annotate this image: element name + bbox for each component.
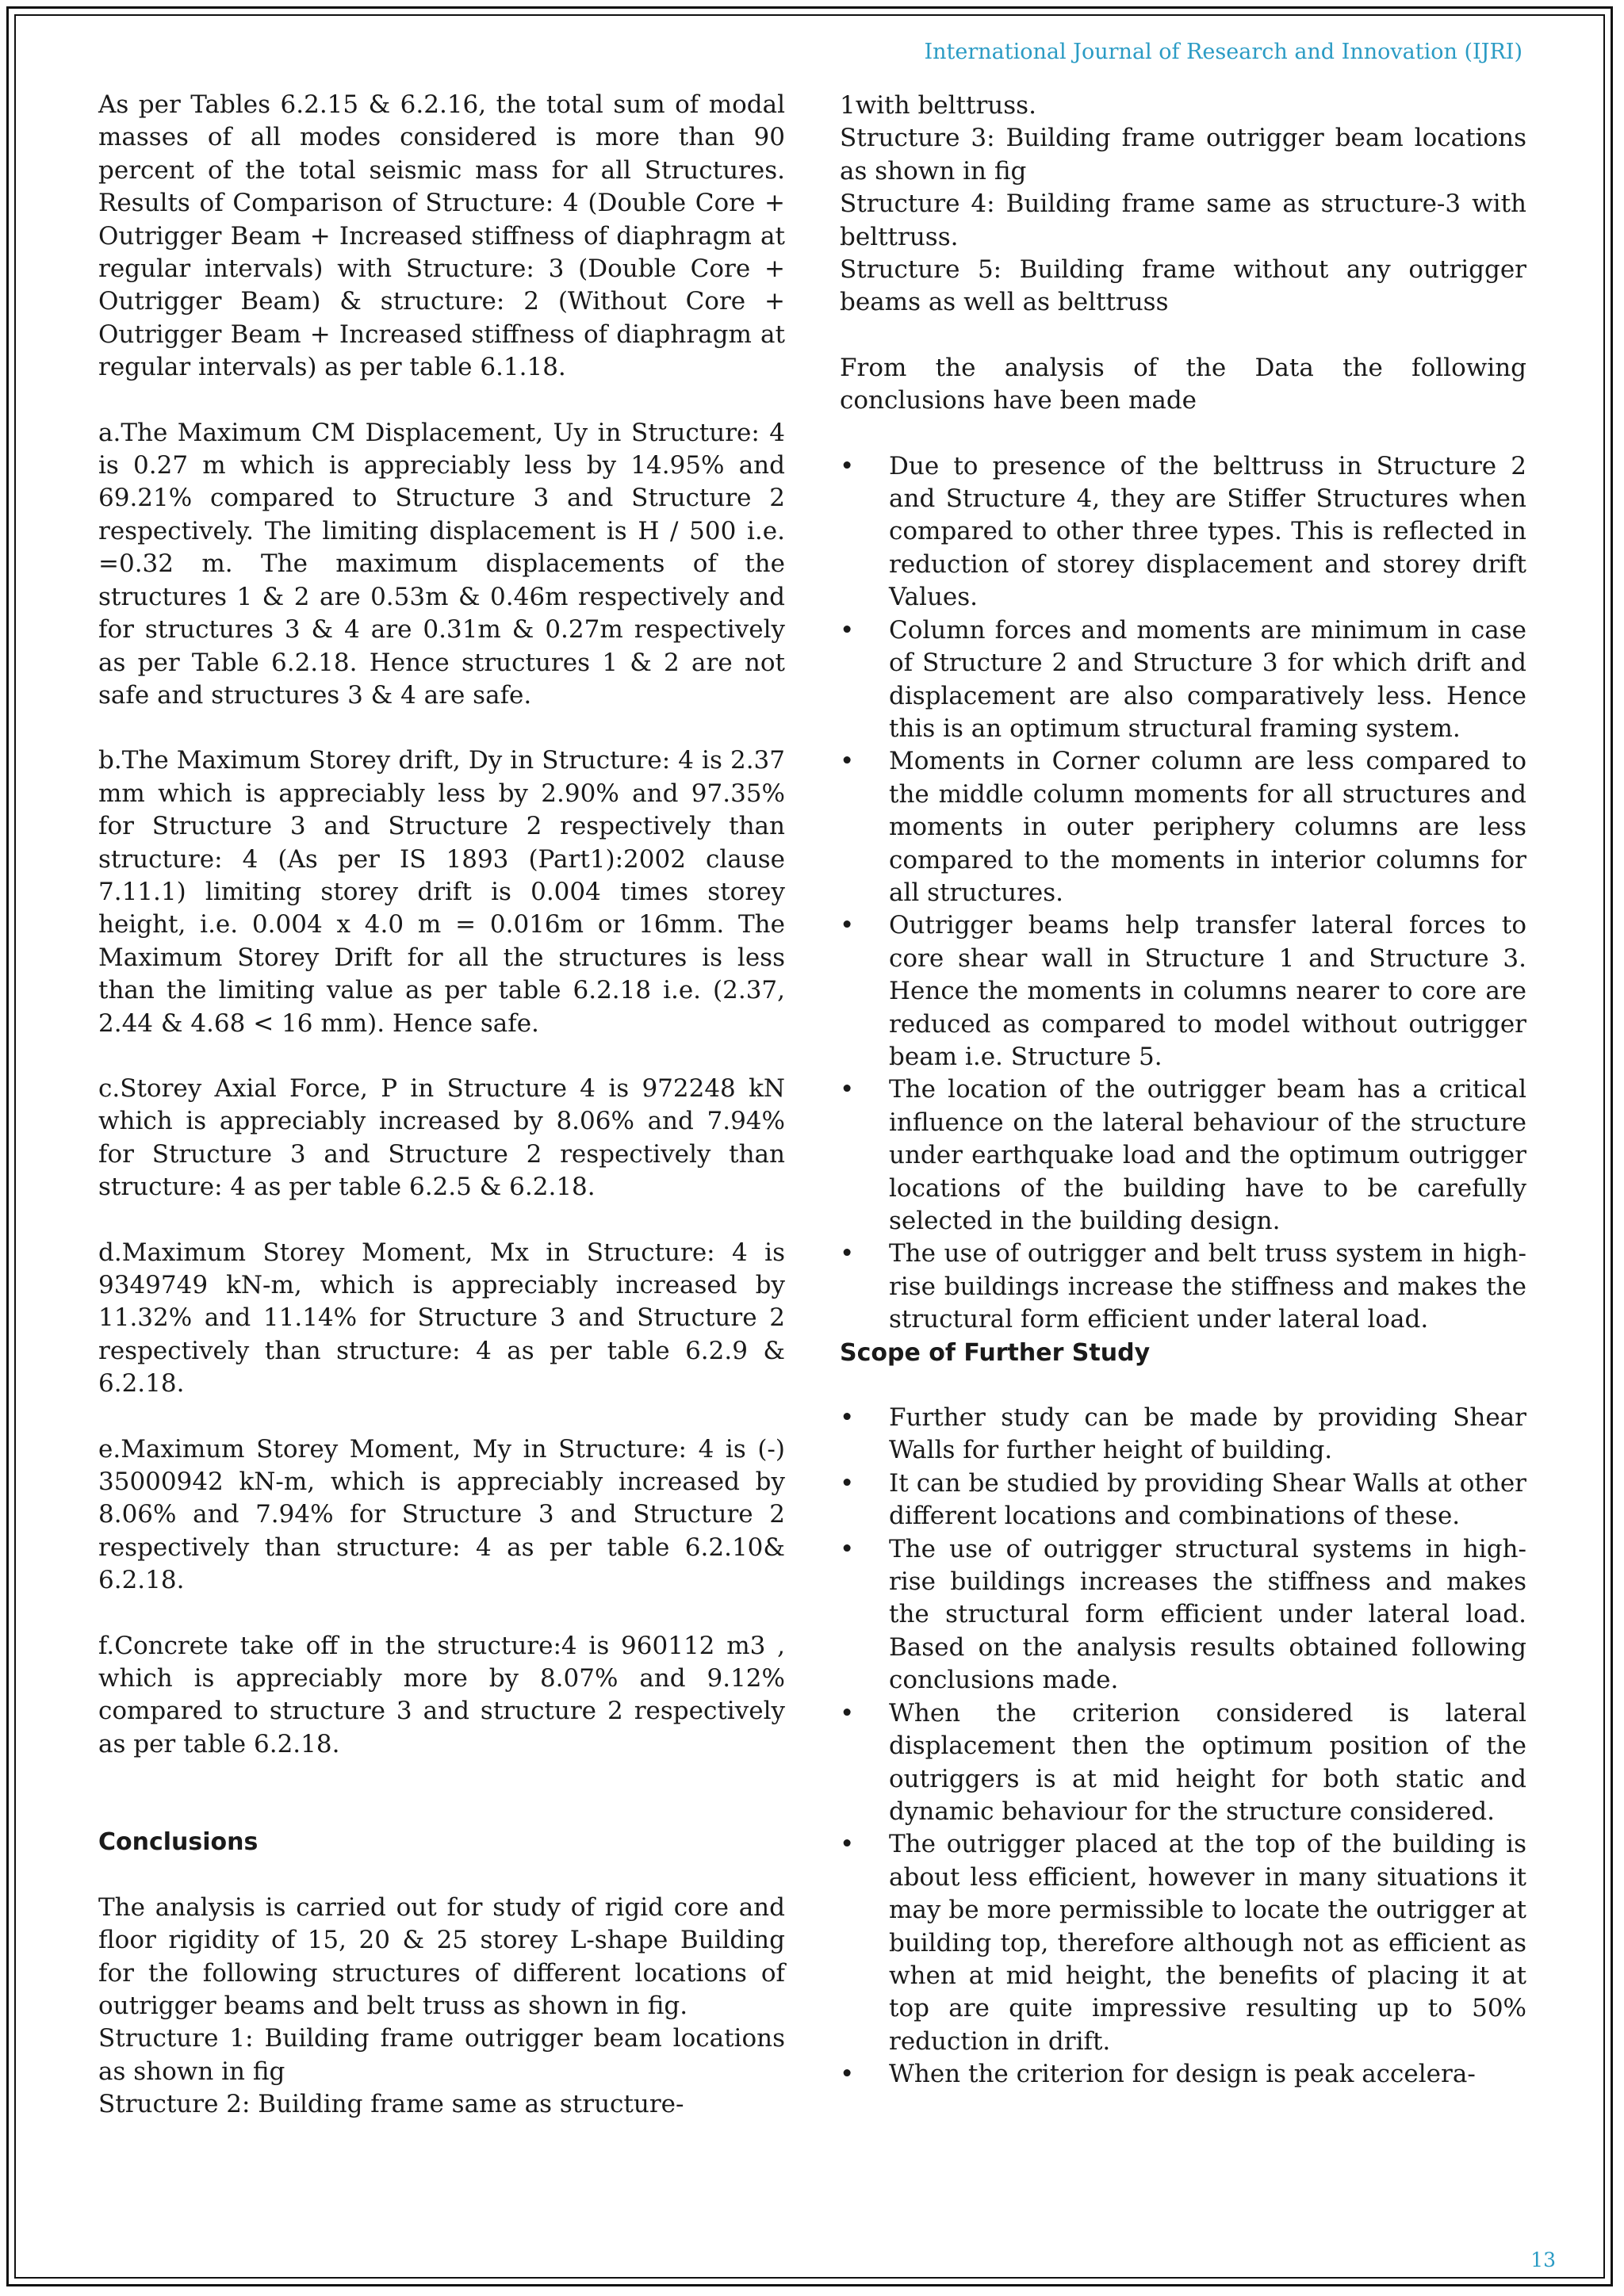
paragraph-d: d.Maximum Storey Moment, Mx in Structure: 4 is 9349749 kN-m, which is appreciably increased by 11.32% and 11.14% for Structure 3 and Structure 2 respectively than structure: 4 as per table 6.2.9 & 6.2.18. [98,1238,785,1399]
structure-4-description: Structure 4: Building frame same as structure-3 with belttruss. [840,189,1526,251]
list-item: • Due to presence of the belttruss in Structure 2 and Structure 4, they are Stiffer Structures when compared to other three types. This is reflected in reduction of storey displacement and storey drift Values. [840,450,1526,614]
list-item: • The use of outrigger and belt truss system in high-rise buildings increase the stiffness and makes the structural form efficient under lateral load. [840,1238,1526,1336]
scope-heading: Scope of Further Study [840,1338,1151,1367]
paragraph-e: e.Maximum Storey Moment, My in Structure: 4 is (-) 35000942 kN-m, which is appreciably increased by 8.06% and 7.94% for Structure 3 and Structure 2 respectively than structure: 4 as per table 6.2.10& 6.2.18. [98,1434,785,1595]
list-item: • The location of the outrigger beam has a critical influence on the lateral behaviour of the structure under earthquake load and the optimum outrigger locations of the building have to be carefully selected in the building design. [840,1073,1526,1238]
structure-2-continuation: 1with belttruss. [840,91,1036,120]
list-item: • When the criterion for design is peak accelera- [840,2058,1526,2091]
paragraph-c: c.Storey Axial Force, P in Structure 4 is 972248 kN which is appreciably increased by 8.06% and 7.94% for Structure 3 and Structure 2 respectively than structure: 4 as per table 6.2.5 & 6.2.18. [98,1073,785,1202]
conclusions-intro: The analysis is carried out for study of rigid core and floor rigidity of 15, 20 & 25 storey L-shape Building for the following structures of different locations of outrigger beams and belt truss as shown in fig. [98,1892,785,2020]
list-item: • The outrigger placed at the top of the building is about less efficient, however in many situations it may be more permissible to locate the outrigger at building top, therefore although not as efficient as when at mid height, the benefits of placing it at top are quite impressive resulting up to 50% reduction in drift. [840,1828,1526,2058]
page-number: 13 [1530,2248,1556,2271]
list-item: • Column forces and moments are minimum in case of Structure 2 and Structure 3 for which drift and displacement are also comparatively less. Hence this is an optimum structural framing system. [840,614,1526,746]
list-item: • Outrigger beams help transfer lateral forces to core shear wall in Structure 1 and Structure 3. Hence the moments in columns nearer to core are reduced as compared to model without outrigger beam i.e. Structure 5. [840,909,1526,1073]
list-item: • It can be studied by providing Shear Walls at other different locations and combinations of these. [840,1468,1526,1533]
structure-5-description: Structure 5: Building frame without any outrigger beams as well as belttruss [840,255,1526,317]
list-item: • The use of outrigger structural systems in high-rise buildings increases the stiffness and makes the structural form efficient under lateral load. Based on the analysis results obtained following conclusions made. [840,1533,1526,1697]
analysis-intro: From the analysis of the Data the following conclusions have been made [840,353,1526,415]
structure-3-description: Structure 3: Building frame outrigger beam locations as shown in fig [840,124,1526,186]
conclusions-list [840,450,1526,1337]
list-item: • Further study can be made by providing Shear Walls for further height of building. [840,1402,1526,1468]
conclusions-heading: Conclusions [98,1828,259,1857]
structure-2-description: Structure 2: Building frame same as structure- [98,2090,684,2119]
journal-header: International Journal of Research and Innovation (IJRI) [924,40,1522,64]
list-item: • Moments in Corner column are less compared to the middle column moments for all structures and moments in outer periphery columns are less compared to the moments in interior columns for all structures. [840,745,1526,909]
right-column [840,90,1526,2091]
paragraph-b: b.The Maximum Storey drift, Dy in Structure: 4 is 2.37 mm which is appreciably less by 2.90% and 97.35% for Structure 3 and Structure 2 respectively than structure: 4 (As per IS 1893 (Part1):2002 clause 7.11.1) limiting storey drift is 0.004 times storey height, i.e. 0.004 x 4.0 m = 0.016m or 16mm. The Maximum Storey Drift for all the structures is less than the limiting value as per table 6.2.18 i.e. (2.37, 2.44 & 4.68 < 16 mm). Hence safe. [98,746,785,1038]
structure-1-description: Structure 1: Building frame outrigger beam locations as shown in fig [98,2024,785,2086]
list-item: • When the criterion considered is lateral displacement then the optimum position of the outriggers is at mid height for both static and dynamic behaviour for the structure considered. [840,1697,1526,1829]
intro-paragraph: As per Tables 6.2.15 & 6.2.16, the total sum of modal masses of all modes considered is more than 90 percent of the total seismic mass for all Structures. Results of Comparison of Structure: 4 (Double Core + Outrigger Beam + Increased stiffness of diaphragm at regular intervals) with Structure: 3 (Double Core + Outrigger Beam) & structure: 2 (Without Core + Outrigger Beam + Increased stiffness of diaphragm at regular intervals) as per table 6.1.18. [98,90,785,382]
paragraph-a: a.The Maximum CM Displacement, Uy in Structure: 4 is 0.27 m which is appreciably less by 14.95% and 69.21% compared to Structure 3 and Structure 2 respectively. The limiting displacement is H / 500 i.e. =0.32 m. The maximum displacements of the structures 1 & 2 are 0.53m & 0.46m respectively and for structures 3 & 4 are 0.31m & 0.27m respectively as per Table 6.2.18. Hence structures 1 & 2 are not safe and structures 3 & 4 are safe. [98,418,785,710]
paragraph-f: f.Concrete take off in the structure:4 is 960112 m3 , which is appreciably more by 8.07% and 9.12% compared to structure 3 and structure 2 respectively as per table 6.2.18. [98,1631,785,1758]
scope-list [840,1402,1526,2091]
left-column [98,89,785,2122]
